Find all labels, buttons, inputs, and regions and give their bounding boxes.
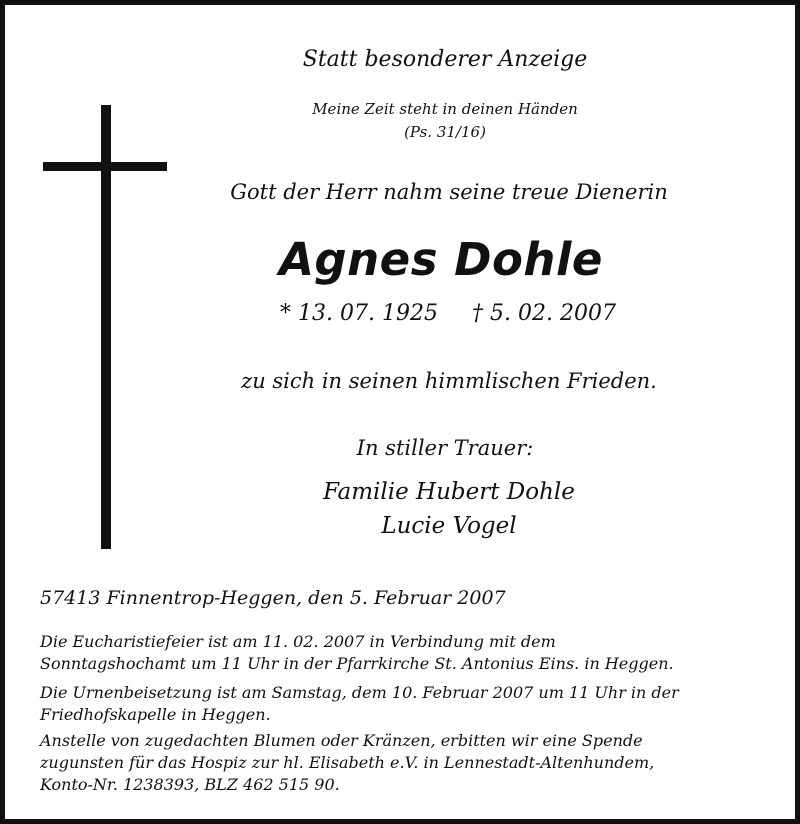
eucharist-line-1: Die Eucharistiefeier ist am 11. 02. 2007 in Verbindung mit dem	[40, 632, 556, 651]
donation-notice	[40, 730, 780, 796]
death-date: † 5. 02. 2007	[472, 301, 616, 326]
cross-icon-horizontal-bar	[43, 162, 167, 171]
peace-text: zu sich in seinen himmlischen Frieden.	[241, 369, 657, 393]
mourning-heading: In stiller Trauer:	[356, 436, 534, 460]
eucharist-line-2: Sonntagshochamt um 11 Uhr in der Pfarrkirche St. Antonius Eins. in Heggen.	[40, 654, 674, 673]
deceased-name: Agnes Dohle	[279, 233, 603, 286]
urn-line-2: Friedhofskapelle in Heggen.	[40, 705, 271, 724]
mourners-person: Lucie Vogel	[381, 513, 517, 539]
mourners-family: Familie Hubert Dohle	[323, 479, 575, 505]
intro-text: Gott der Herr nahm seine treue Dienerin	[230, 180, 668, 204]
notice-heading: Statt besonderer Anzeige	[302, 47, 588, 72]
life-dates	[280, 301, 616, 326]
psalm-reference: (Ps. 31/16)	[404, 123, 486, 141]
eucharist-notice	[40, 631, 780, 675]
urn-line-1: Die Urnenbeisetzung ist am Samstag, dem 10. Februar 2007 um 11 Uhr in der	[40, 683, 679, 702]
donation-line-1: Anstelle von zugedachten Blumen oder Kränzen, erbitten wir eine Spende	[40, 731, 643, 750]
donation-line-2: zugunsten für das Hospiz zur hl. Elisabeth e.V. in Lennestadt-Altenhundem,	[40, 753, 655, 772]
psalm-quote: Meine Zeit steht in deinen Händen	[312, 100, 578, 118]
urn-burial-notice	[40, 682, 780, 726]
donation-line-3: Konto-Nr. 1238393, BLZ 462 515 90.	[40, 775, 340, 794]
birth-date: * 13. 07. 1925	[280, 301, 438, 326]
place-and-date: 57413 Finnentrop-Heggen, den 5. Februar 2007	[40, 587, 506, 609]
